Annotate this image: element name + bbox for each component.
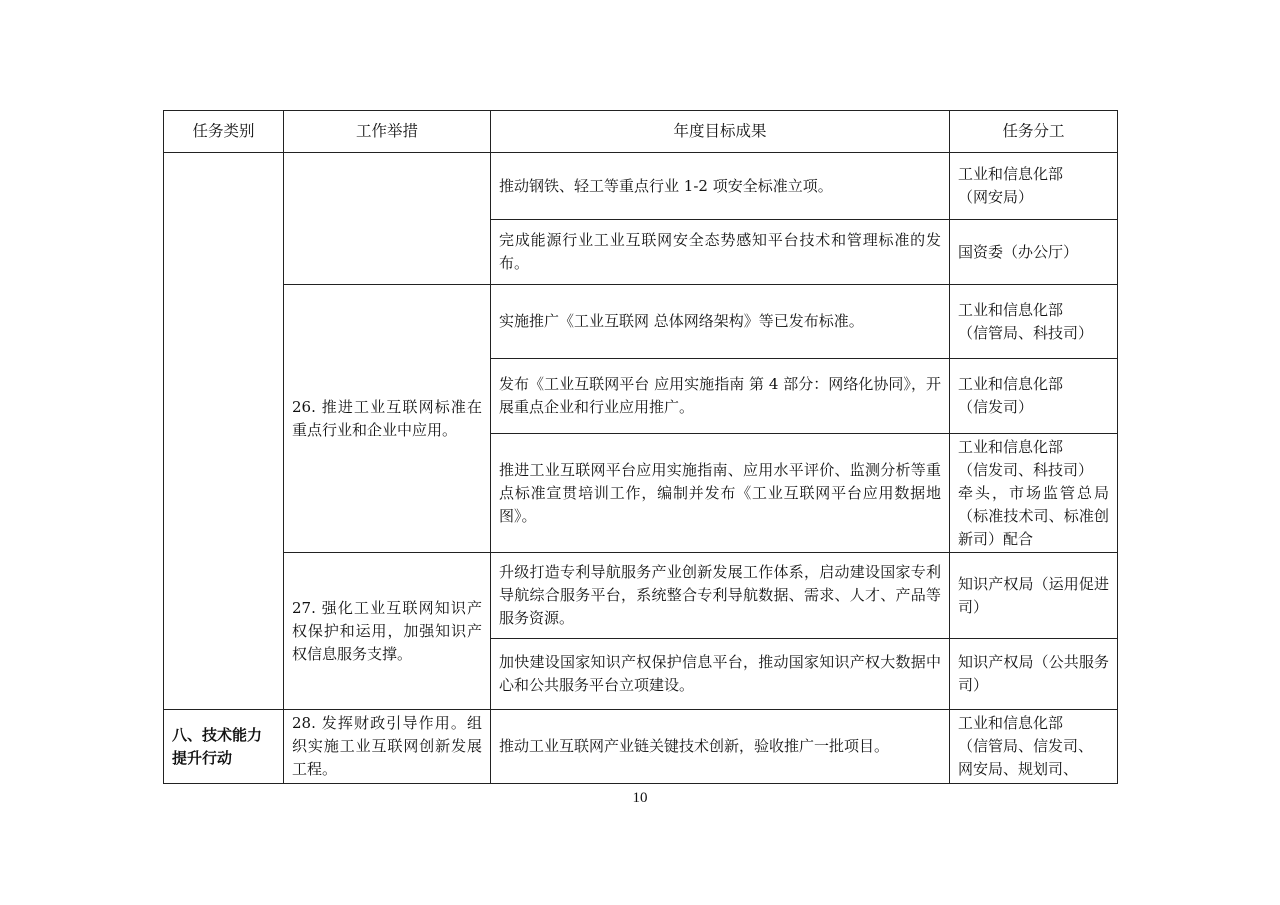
page-number: 10: [632, 790, 648, 806]
division-cell: 知识产权局（公共服务司）: [950, 639, 1118, 710]
header-measure: 工作举措: [284, 111, 491, 153]
header-goal: 年度目标成果: [491, 111, 950, 153]
header-category: 任务类别: [164, 111, 284, 153]
goal-cell: 推动工业互联网产业链关键技术创新，验收推广一批项目。: [491, 710, 950, 784]
goal-cell: 推动钢铁、轻工等重点行业 1-2 项安全标准立项。: [491, 153, 950, 220]
category-cell-continued: [164, 153, 284, 710]
measure-cell-28: 28. 发挥财政引导作用。组织实施工业互联网创新发展工程。: [284, 710, 491, 784]
division-cell: 工业和信息化部 （信管局、科技司）: [950, 285, 1118, 359]
goal-cell: 发布《工业互联网平台 应用实施指南 第 4 部分：网络化协同》，开展重点企业和行业应用推广。: [491, 359, 950, 434]
table-row: [164, 553, 1118, 639]
goal-cell: 实施推广《工业互联网 总体网络架构》等已发布标准。: [491, 285, 950, 359]
measure-cell-continued: [284, 153, 491, 285]
goal-cell: 推进工业互联网平台应用实施指南、应用水平评价、监测分析等重点标准宣贯培训工作，编制并发布《工业互联网平台应用数据地图》。: [491, 434, 950, 553]
table-row: [164, 710, 1118, 784]
measure-cell-26: 26. 推进工业互联网标准在重点行业和企业中应用。: [284, 285, 491, 553]
division-cell: 国资委（办公厅）: [950, 220, 1118, 285]
division-cell: 工业和信息化部 （信发司、科技司） 牵头，市场监管总局（标准技术司、标准创新司）配合: [950, 434, 1118, 553]
division-cell: 工业和信息化部 （网安局）: [950, 153, 1118, 220]
division-cell: 工业和信息化部 （信发司）: [950, 359, 1118, 434]
category-cell-8: 八、技术能力提升行动: [164, 710, 284, 784]
division-cell: 知识产权局（运用促进司）: [950, 553, 1118, 639]
table-row: [164, 153, 1118, 220]
table-header-row: [164, 111, 1118, 153]
header-division: 任务分工: [950, 111, 1118, 153]
measure-cell-27: 27. 强化工业互联网知识产权保护和运用，加强知识产权信息服务支撑。: [284, 553, 491, 710]
goal-cell: 加快建设国家知识产权保护信息平台，推动国家知识产权大数据中心和公共服务平台立项建设。: [491, 639, 950, 710]
goal-cell: 升级打造专利导航服务产业创新发展工作体系，启动建设国家专利导航综合服务平台，系统整合专利导航数据、需求、人才、产品等服务资源。: [491, 553, 950, 639]
goal-cell: 完成能源行业工业互联网安全态势感知平台技术和管理标准的发布。: [491, 220, 950, 285]
table-row: [164, 285, 1118, 359]
task-table: [163, 110, 1118, 784]
division-cell: 工业和信息化部 （信管局、信发司、 网安局、规划司、: [950, 710, 1118, 784]
